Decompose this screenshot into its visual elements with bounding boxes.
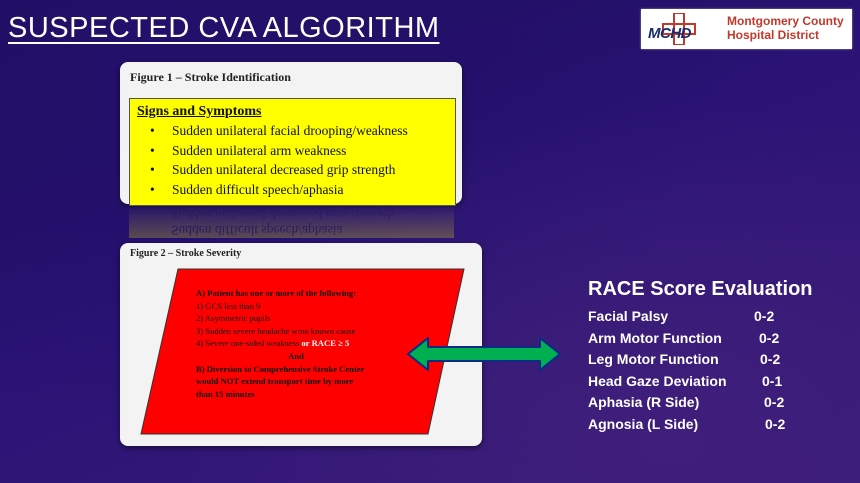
race-row xyxy=(588,373,848,395)
signs-symptoms-box xyxy=(129,98,456,206)
symptom-item: • Sudden difficult speech/aphasia xyxy=(172,180,408,200)
criteria-item: 1) GCS less than 9 xyxy=(196,300,261,311)
race-label: Agnosia (L Side) xyxy=(588,415,699,432)
symptom-item: • Sudden unilateral arm weakness xyxy=(172,141,408,161)
symptom-item: • Sudden unilateral facial drooping/weakness xyxy=(172,121,408,141)
criteria-a-heading: A) Patient has one or more of the following: xyxy=(196,288,357,298)
race-score: 0-2 xyxy=(765,415,786,432)
logo-abbreviation: MCHD xyxy=(648,25,691,42)
severity-criteria xyxy=(196,287,416,400)
double-arrow-icon xyxy=(406,336,562,372)
reflection-line: Sudden unilateral decreased grip strength xyxy=(171,206,395,221)
logo-name-line1: Montgomery County xyxy=(727,14,844,28)
race-score: 0-2 xyxy=(764,394,785,410)
race-label: Aphasia (R Side) xyxy=(588,394,700,410)
race-row xyxy=(588,394,848,416)
race-label: Leg Motor Function xyxy=(588,351,719,367)
race-title: RACE Score Evaluation xyxy=(588,278,813,300)
logo-name-line2: Hospital District xyxy=(727,28,820,42)
race-row xyxy=(588,416,848,438)
criteria-b-line1: B) Diversion to Comprehensive Stroke Center xyxy=(196,363,365,374)
symptoms-reflection xyxy=(129,204,454,238)
figure1-caption: Figure 1 – Stroke Identification xyxy=(130,70,291,84)
slide-title: SUSPECTED CVA ALGORITHM xyxy=(8,12,440,44)
criteria-item: 2) Asymmetric pupils xyxy=(196,313,271,324)
symptom-item: • Sudden unilateral decreased grip strength xyxy=(172,160,408,180)
race-label: Arm Motor Function xyxy=(588,329,722,346)
criteria-item-weakness xyxy=(196,337,416,350)
criteria-item: 4) Severe one-sided weakness xyxy=(196,338,300,349)
reflection-content xyxy=(129,204,454,238)
race-label: Head Gaze Deviation xyxy=(588,372,727,389)
criteria-item: 3) Sudden severe headache w/no known cause xyxy=(196,325,356,336)
figure2-caption: Figure 2 – Stroke Severity xyxy=(130,248,242,259)
signs-symptoms-heading: Signs and Symptoms xyxy=(137,104,262,119)
race-row xyxy=(588,308,848,330)
mchd-logo xyxy=(641,9,852,49)
race-score-panel xyxy=(588,278,848,437)
criteria-b-line3: than 15 minutes xyxy=(196,388,255,399)
criteria-b-line2: would NOT extend transport time by more xyxy=(196,376,354,387)
race-score: 0-2 xyxy=(760,351,781,367)
race-score: 0-2 xyxy=(759,329,780,346)
reflection-line: Sudden difficult speech/aphasia xyxy=(171,223,343,238)
and-label: And xyxy=(288,350,304,361)
symptom-list xyxy=(140,121,408,199)
logo-name xyxy=(727,14,844,42)
logo-mark xyxy=(647,13,709,45)
race-row xyxy=(588,351,848,373)
race-score: 0-2 xyxy=(754,308,775,324)
race-score: 0-1 xyxy=(762,372,783,389)
race-row xyxy=(588,330,848,352)
race-threshold: or RACE ≥ 5 xyxy=(299,338,350,349)
race-label: Facial Palsy xyxy=(588,308,669,324)
